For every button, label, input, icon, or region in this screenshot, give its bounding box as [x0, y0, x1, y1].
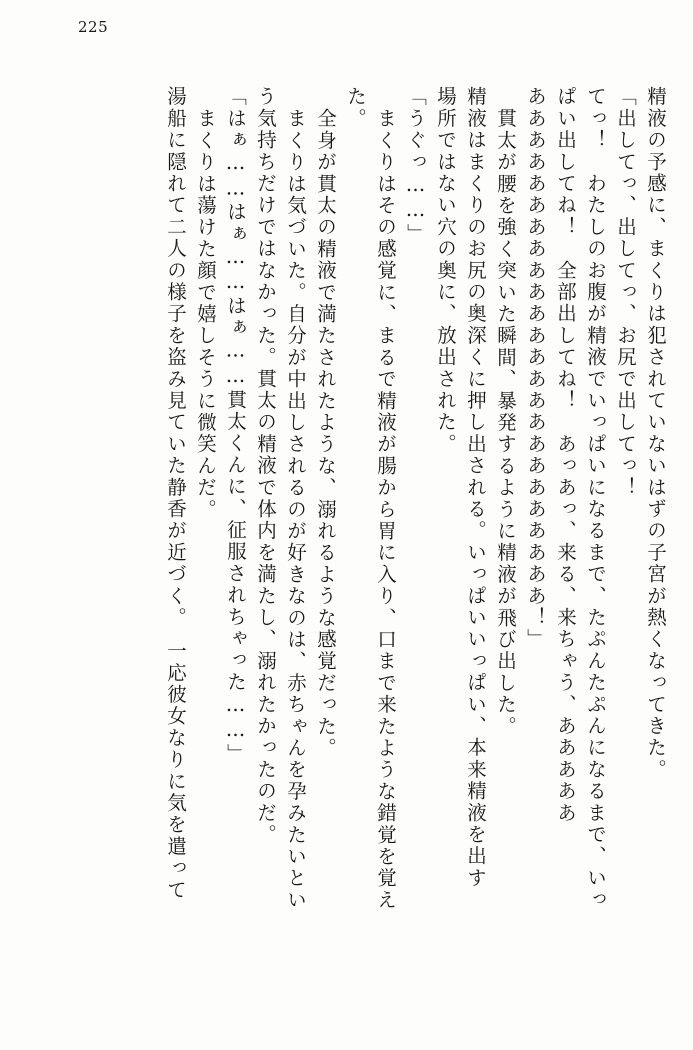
- text-line: 場所ではない穴の奥に、放出された。: [434, 86, 457, 455]
- text-line: まくりはその感覚に、まるで精液が腸から胃に入り、口まで来たような錯覚を覚え: [374, 108, 397, 911]
- page-number: 225: [78, 18, 109, 36]
- text-line: 精液はまくりのお尻の奥深くに押し出される。いっぱいいっぱい、本来精液を出す: [464, 86, 487, 889]
- text-line: た。: [344, 86, 367, 130]
- text-line: まくりは蕩けた顔で嬉しそうに微笑んだ。: [194, 108, 217, 521]
- text-line: ああああああああああああああああああああああああ！」: [524, 86, 547, 651]
- text-line: 「うぐっ……」: [404, 86, 427, 245]
- text-line: 湯船に隠れて二人の様子を盗み見ていた静香が近づく。 一応彼女なりに気を遣って: [164, 86, 187, 901]
- text-line: 「はぁ……はぁ……はぁ……貫太くんに、征服されちゃった……」: [224, 86, 247, 765]
- vertical-text-body: [30, 86, 665, 1016]
- text-line: う気持ちだけではなかった。貫太の精液で体内を満たし、溺れたかったのだ。: [254, 86, 277, 846]
- text-line: てっ！ わたしのお腹が精液でいっぱいになるまで、たぷんたぷんになるまで、いっ: [584, 86, 607, 911]
- text-line: まくりは気づいた。自分が中出しされるのが好きなのは、赤ちゃんを孕みたいとい: [284, 108, 307, 911]
- text-line: 貫太が腰を強く突いた瞬間、暴発するように精液が飛び出した。: [494, 108, 517, 738]
- text-line: ぱい出してね！ 全部出してね！ あっあっ、来る、来ちゃう、あああああ: [554, 86, 577, 824]
- text-line: 「出してっ、出してっ、お尻で出してっ！: [614, 86, 637, 499]
- text-line: 精液の予感に、まくりは犯されていないはずの子宮が熱くなってきた。: [644, 86, 667, 781]
- text-line: 全身が貫太の精液で満たされたような、溺れるような感覚だった。: [314, 108, 337, 759]
